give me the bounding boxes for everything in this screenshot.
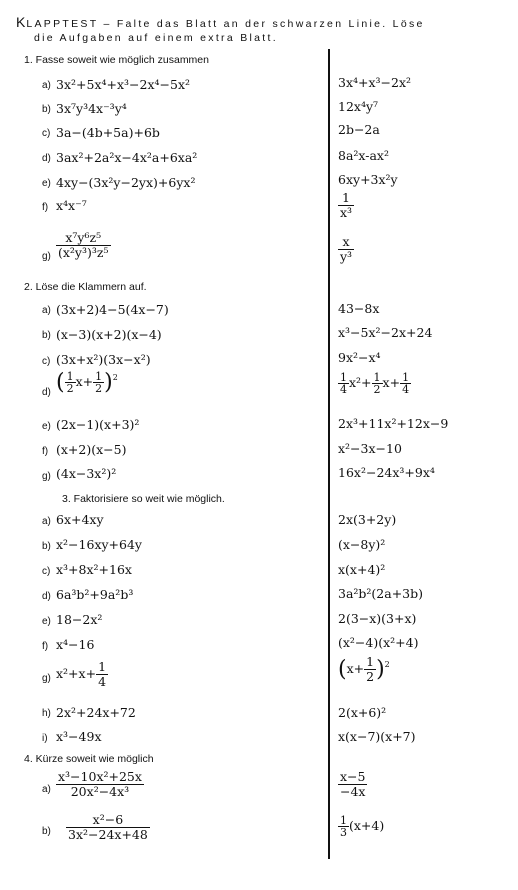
answer-4a [338, 770, 367, 799]
answer-3g-den: 2 [366, 669, 375, 684]
label: c) [42, 128, 51, 139]
label: e) [42, 178, 51, 189]
answer-3f: (x²−4)(x²+4) [338, 635, 419, 650]
label: g) [42, 673, 51, 684]
answer-2d-m2: x+ [382, 375, 401, 390]
exercise-2d-frac2-num: 1 [95, 370, 103, 383]
label: d) [42, 153, 51, 164]
answer-3g-prefix: x+ [346, 661, 365, 676]
instruction-line-1: Falte das Blatt an der schwarzen Linie. Löse [116, 18, 425, 30]
answer-3g-exponent: 2 [384, 660, 390, 669]
exercise-1b: 3x⁷y³4x⁻³y⁴ [56, 101, 127, 116]
answer-1f [338, 191, 354, 220]
exercise-3g [56, 660, 108, 689]
exercise-1e: 4xy−(3x²y−2yx)+6yx² [56, 175, 196, 190]
label: b) [42, 104, 51, 115]
answer-1g-denominator: y³ [340, 249, 353, 264]
answer-1c: 2b−2a [338, 122, 380, 137]
exercise-2d-frac2-den: 2 [95, 382, 103, 395]
exercise-1g-denominator: (x²y³)³z⁵ [58, 245, 109, 260]
title-initial: K [16, 14, 27, 30]
exercise-3h: 2x²+24x+72 [56, 705, 136, 720]
exercise-3b: x²−16xy+64y [56, 537, 142, 552]
exercise-1f: x⁴x⁻⁷ [56, 198, 87, 213]
answer-2d-f3-den: 4 [402, 383, 410, 396]
exercise-2d: ( $\frac{1}{2}$ x+ $\frac{1}{2}$ )$^2$ [56, 370, 118, 395]
label: a) [42, 305, 51, 316]
label: g) [42, 471, 51, 482]
exercise-1d: 3ax²+2a²x−4x²a+6xa² [56, 150, 198, 165]
answer-2d-f1-num: 1 [340, 371, 347, 384]
answer-3a: 2x(3+2y) [338, 512, 397, 527]
answer-2d [338, 372, 411, 395]
answer-2b: x³−5x²−2x+24 [338, 325, 433, 340]
exercise-2d-frac1-den: 2 [66, 382, 74, 395]
answer-4a-numerator: x−5 [340, 769, 366, 784]
instruction-line-2: die Aufgaben auf einem extra Blatt. [34, 32, 278, 44]
exercise-2b: (x−3)(x+2)(x−4) [56, 327, 162, 342]
answer-2d-m1: x²+ [349, 375, 372, 390]
title-rest: LAPPTEST [26, 18, 99, 30]
label: g) [42, 251, 51, 262]
answer-4b [338, 815, 384, 838]
exercise-2e: (2x−1)(x+3)² [56, 417, 140, 432]
answer-3d: 3a²b²(2a+3b) [338, 586, 424, 601]
section-3-title: 3. Faktorisiere so weit wie möglich. [62, 493, 225, 505]
exercise-1g [56, 231, 111, 260]
exercise-2d-frac1-num: 1 [66, 370, 74, 383]
exercise-3e: 18−2x² [56, 612, 103, 627]
answer-3i: x(x−7)(x+7) [338, 729, 416, 744]
label: i) [42, 733, 48, 744]
answer-2d-f2-num: 1 [373, 371, 381, 384]
answer-3g: (x+ $\frac{1}{2}$ )$^2$ [338, 654, 390, 684]
exercise-4a [56, 770, 144, 799]
worksheet-header [16, 15, 425, 45]
answer-1b: 12x⁴y⁷ [338, 99, 379, 114]
answer-2a: 43−8x [338, 301, 380, 316]
label: f) [42, 202, 49, 213]
section-2-title: 2. Löse die Klammern auf. [24, 281, 147, 293]
answer-3h: 2(x+6)² [338, 705, 387, 720]
label: d) [42, 591, 51, 602]
exercise-2f: (x+2)(x−5) [56, 442, 127, 457]
answer-1e: 6xy+3x²y [338, 172, 398, 187]
label: c) [42, 566, 51, 577]
answer-3g-num: 1 [366, 654, 375, 669]
label: a) [42, 784, 51, 795]
answer-3c: x(x+4)² [338, 562, 386, 577]
exercise-4a-numerator: x³−10x²+25x [58, 769, 142, 784]
exercise-3f: x⁴−16 [56, 637, 95, 652]
answer-2d-f3-num: 1 [402, 371, 410, 384]
answer-2g: 16x²−24x³+9x⁴ [338, 465, 435, 480]
answer-4a-denominator: −4x [340, 784, 366, 799]
label: c) [42, 356, 51, 367]
answer-2e: 2x³+11x²+12x−9 [338, 416, 449, 431]
answer-2c: 9x²−x⁴ [338, 350, 381, 365]
exercise-3g-den: 4 [98, 674, 107, 689]
exercise-3g-prefix: x²+x+ [56, 666, 97, 681]
label: b) [42, 330, 51, 341]
exercise-1a: 3x²+5x⁴+x³−2x⁴−5x² [56, 77, 191, 92]
exercise-2d-exponent: 2 [112, 373, 118, 382]
label: e) [42, 616, 51, 627]
answer-3e: 2(3−x)(3+x) [338, 611, 417, 626]
exercise-4a-denominator: 20x²−4x³ [70, 784, 130, 799]
label: b) [42, 541, 51, 552]
answer-2f: x²−3x−10 [338, 441, 402, 456]
answer-4b-num: 1 [340, 814, 347, 827]
answer-2d-f1-den: 4 [340, 383, 347, 396]
answer-1f-numerator: 1 [338, 191, 354, 206]
exercise-2d-mid: x+ [75, 374, 94, 389]
section-1-title: 1. Fasse soweit wie möglich zusammen [24, 54, 209, 66]
label: f) [42, 641, 49, 652]
answer-4b-post: (x+4) [349, 818, 385, 833]
answer-1g [338, 235, 354, 264]
exercise-4b [66, 813, 150, 842]
answer-1d: 8a²x-ax² [338, 148, 389, 163]
exercise-3g-num: 1 [98, 659, 107, 674]
title-dash: – [98, 18, 117, 30]
exercise-3d: 6a³b²+9a²b³ [56, 587, 134, 602]
answer-2d-f2-den: 2 [373, 383, 381, 396]
label: h) [42, 708, 51, 719]
answer-1f-denominator: x³ [340, 205, 353, 220]
label: b) [42, 826, 51, 837]
answer-4b-den: 3 [340, 826, 347, 839]
label: e) [42, 421, 51, 432]
exercise-4b-denominator: 3x²−24x+48 [68, 827, 148, 842]
exercise-4b-numerator: x²−6 [66, 813, 150, 828]
label: a) [42, 80, 51, 91]
exercise-3a: 6x+4xy [56, 512, 104, 527]
exercise-3i: x³−49x [56, 729, 102, 744]
label: a) [42, 516, 51, 527]
answer-3b: (x−8y)² [338, 537, 386, 552]
label: f) [42, 446, 49, 457]
answer-1a: 3x⁴+x³−2x² [338, 75, 412, 90]
exercise-1g-numerator: x⁷y⁶z⁵ [56, 231, 111, 246]
section-4-title: 4. Kürze soweit wie möglich [24, 753, 154, 765]
exercise-2a: (3x+2)4−5(4x−7) [56, 302, 169, 317]
fold-line [328, 49, 330, 859]
answer-1g-numerator: x [338, 235, 354, 250]
exercise-2c: (3x+x²)(3x−x²) [56, 352, 151, 367]
exercise-3c: x³+8x²+16x [56, 562, 132, 577]
exercise-2g: (4x−3x²)² [56, 466, 117, 481]
label: d) [42, 387, 51, 398]
exercise-1c: 3a−(4b+5a)+6b [56, 125, 160, 140]
